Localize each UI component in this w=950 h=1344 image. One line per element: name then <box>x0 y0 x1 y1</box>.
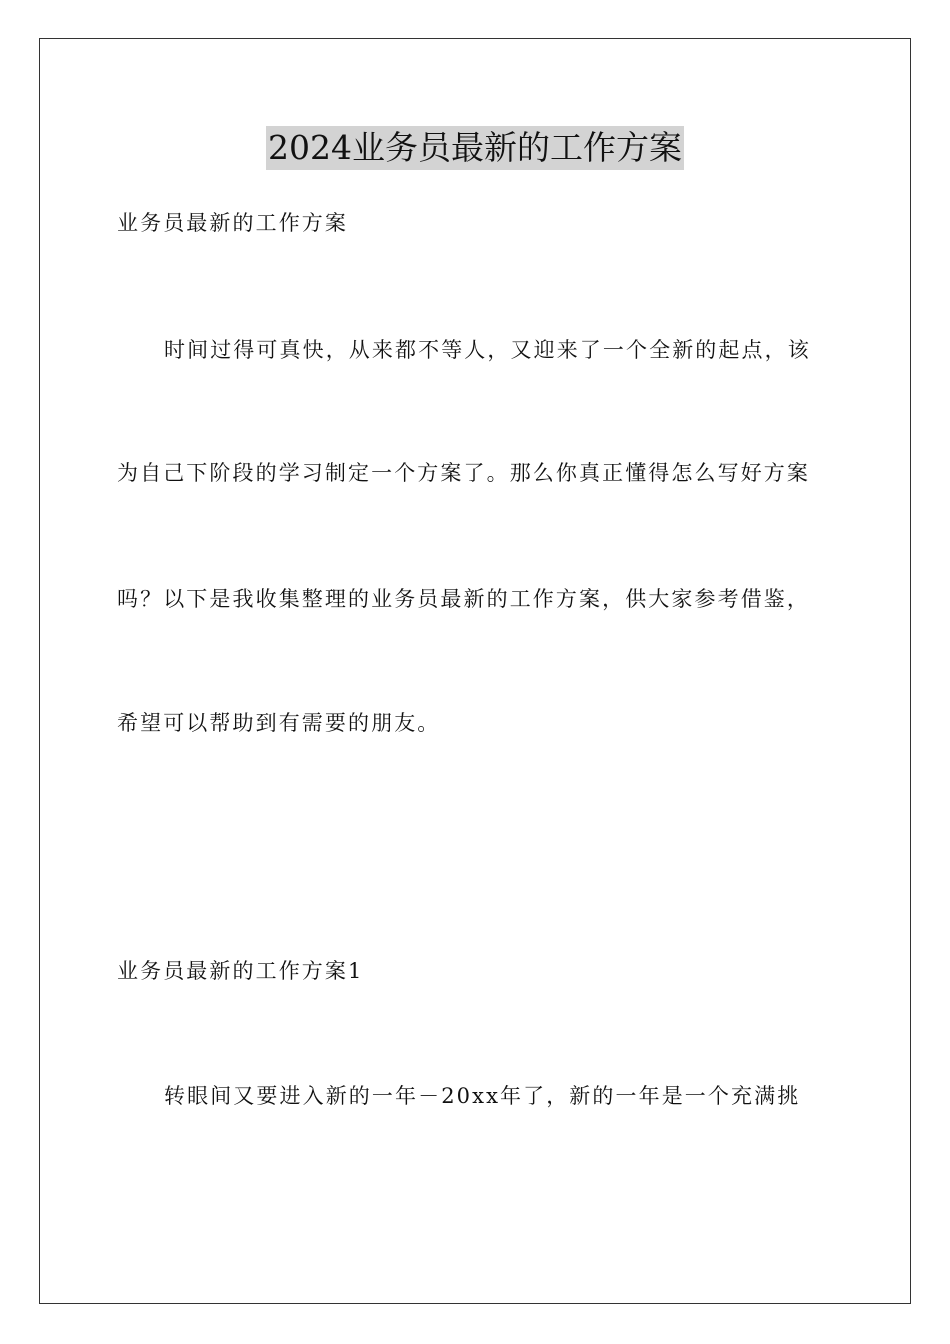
document-title <box>0 126 950 170</box>
intro-line-1: 时间过得可真快，从来都不等人，又迎来了一个全新的起点，该 <box>164 338 811 362</box>
document-title-text: 2024业务员最新的工作方案 <box>266 126 684 170</box>
intro-line-3: 吗？以下是我收集整理的业务员最新的工作方案，供大家参考借鉴， <box>117 587 810 611</box>
intro-line-4: 希望可以帮助到有需要的朋友。 <box>117 711 441 735</box>
intro-line-2: 为自己下阶段的学习制定一个方案了。那么你真正懂得怎么写好方案 <box>117 461 810 485</box>
section1-heading: 业务员最新的工作方案1 <box>117 959 364 983</box>
section1-line-1: 转眼间又要进入新的一年－20xx年了，新的一年是一个充满挑 <box>164 1084 801 1108</box>
document-subtitle: 业务员最新的工作方案 <box>117 211 348 235</box>
